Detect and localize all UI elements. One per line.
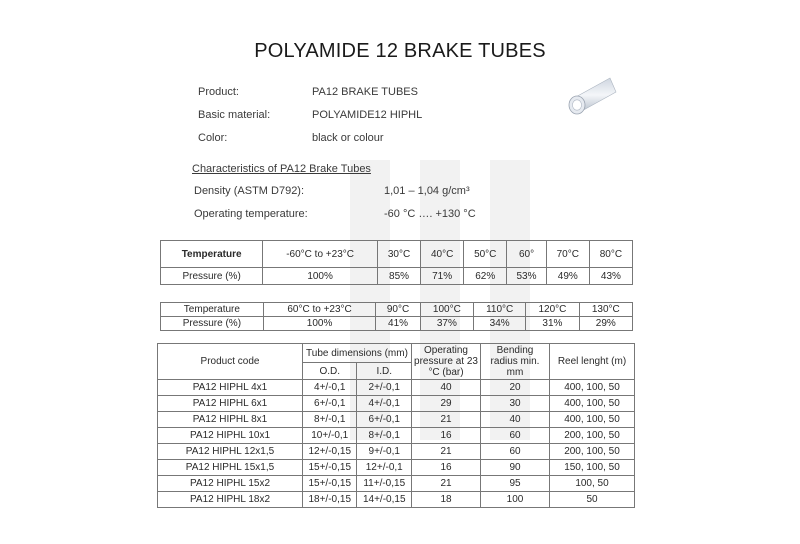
- header-operating-pressure: Operating pressure at 23 °C (bar): [412, 344, 481, 380]
- table-cell: 71%: [421, 268, 464, 285]
- table-cell: 8+/-0,1: [303, 412, 357, 428]
- table-cell: 16: [412, 460, 481, 476]
- header-od: O.D.: [303, 363, 357, 380]
- table-cell: 40°C: [421, 241, 464, 268]
- density-label: Density (ASTM D792):: [194, 185, 305, 197]
- table-cell: 9+/-0,1: [357, 444, 412, 460]
- table-cell: PA12 HIPHL 4x1: [158, 380, 303, 396]
- color-value: black or colour: [312, 132, 384, 144]
- table-row: [161, 241, 633, 268]
- table-cell: Temperature: [161, 303, 264, 317]
- table-cell: 2+/-0,1: [357, 380, 412, 396]
- table-cell: 60: [481, 444, 550, 460]
- table-cell: 100: [481, 492, 550, 508]
- table-cell: 100%: [263, 317, 376, 331]
- density-value: 1,01 – 1,04 g/cm³: [384, 185, 470, 197]
- table-cell: 4+/-0,1: [357, 396, 412, 412]
- table-cell: 15+/-0,15: [303, 476, 357, 492]
- table-cell: 43%: [589, 268, 632, 285]
- header-product-code: Product code: [158, 344, 303, 380]
- table-cell: 70°C: [546, 241, 589, 268]
- material-value: POLYAMIDE12 HIPHL: [312, 109, 423, 121]
- product-label: Product:: [198, 86, 239, 98]
- table-cell: 20: [481, 380, 550, 396]
- table-cell: 400, 100, 50: [550, 396, 635, 412]
- operating-temperature-label: Operating temperature:: [194, 208, 308, 220]
- table-cell: 400, 100, 50: [550, 412, 635, 428]
- table-cell: 110°C: [474, 303, 526, 317]
- table-cell: 49%: [546, 268, 589, 285]
- table-cell: 16: [412, 428, 481, 444]
- table-cell: PA12 HIPHL 12x1,5: [158, 444, 303, 460]
- table-cell: 60°: [507, 241, 546, 268]
- table-row: [158, 476, 635, 492]
- table-row: [158, 428, 635, 444]
- table-cell: 29: [412, 396, 481, 412]
- table-cell: 85%: [377, 268, 420, 285]
- temperature-pressure-table-1: [160, 240, 633, 285]
- table-cell: 200, 100, 50: [550, 444, 635, 460]
- table-cell: 100, 50: [550, 476, 635, 492]
- table-cell: 21: [412, 444, 481, 460]
- table-cell: 60°C to +23°C: [263, 303, 376, 317]
- table-cell: 50: [550, 492, 635, 508]
- table-cell: 130°C: [579, 303, 632, 317]
- table-cell: 95: [481, 476, 550, 492]
- table-cell: -60°C to +23°C: [263, 241, 378, 268]
- table-cell: 14+/-0,15: [357, 492, 412, 508]
- table-cell: 21: [412, 476, 481, 492]
- table-cell: PA12 HIPHL 10x1: [158, 428, 303, 444]
- table-cell: 120°C: [526, 303, 579, 317]
- table-cell: 53%: [507, 268, 546, 285]
- table-cell: 90°C: [376, 303, 420, 317]
- table-cell: 12+/-0,15: [303, 444, 357, 460]
- table-cell: 50°C: [464, 241, 507, 268]
- table-cell: PA12 HIPHL 18x2: [158, 492, 303, 508]
- characteristics-title: Characteristics of PA12 Brake Tubes: [192, 163, 371, 175]
- table-cell: 37%: [420, 317, 473, 331]
- tube-icon: [560, 72, 620, 122]
- table-cell: 8+/-0,1: [357, 428, 412, 444]
- table-cell: 100%: [263, 268, 378, 285]
- table-cell: 18+/-0,15: [303, 492, 357, 508]
- table-cell: 40: [412, 380, 481, 396]
- color-label: Color:: [198, 132, 228, 144]
- table-cell: 4+/-0,1: [303, 380, 357, 396]
- table-row: [161, 303, 633, 317]
- table-row: [158, 460, 635, 476]
- table-cell: 10+/-0,1: [303, 428, 357, 444]
- table-cell: 31%: [526, 317, 579, 331]
- table-cell: 150, 100, 50: [550, 460, 635, 476]
- temperature-pressure-table-2: [160, 302, 633, 331]
- table-cell: Temperature: [161, 241, 263, 268]
- table-cell: Pressure (%): [161, 317, 264, 331]
- table-cell: 400, 100, 50: [550, 380, 635, 396]
- table-cell: 30: [481, 396, 550, 412]
- table-cell: 29%: [579, 317, 632, 331]
- table-cell: 200, 100, 50: [550, 428, 635, 444]
- product-dimensions-table: [157, 343, 635, 508]
- table-cell: 15+/-0,15: [303, 460, 357, 476]
- table-cell: 6+/-0,1: [303, 396, 357, 412]
- table-cell: 80°C: [589, 241, 632, 268]
- table-cell: 60: [481, 428, 550, 444]
- table-cell: 34%: [474, 317, 526, 331]
- table-row: [158, 412, 635, 428]
- table-cell: 62%: [464, 268, 507, 285]
- table-row: [158, 492, 635, 508]
- table-row: [158, 380, 635, 396]
- table-cell: Pressure (%): [161, 268, 263, 285]
- table-cell: PA12 HIPHL 8x1: [158, 412, 303, 428]
- table-cell: 12+/-0,1: [357, 460, 412, 476]
- table-row: [158, 444, 635, 460]
- header-id: I.D.: [357, 363, 412, 380]
- document-title: POLYAMIDE 12 BRAKE TUBES: [254, 40, 546, 62]
- table-cell: PA12 HIPHL 15x1,5: [158, 460, 303, 476]
- table-cell: 11+/-0,15: [357, 476, 412, 492]
- operating-temperature-value: -60 °C …. +130 °C: [384, 208, 476, 220]
- table-cell: PA12 HIPHL 15x2: [158, 476, 303, 492]
- table-header-row: [158, 344, 635, 363]
- table-row: [161, 268, 633, 285]
- header-reel-length: Reel lenght (m): [550, 344, 635, 380]
- table-cell: 40: [481, 412, 550, 428]
- table-cell: 21: [412, 412, 481, 428]
- header-bending-radius: Bending radius min. mm: [481, 344, 550, 380]
- table-cell: 90: [481, 460, 550, 476]
- table-cell: PA12 HIPHL 6x1: [158, 396, 303, 412]
- table-cell: 100°C: [420, 303, 473, 317]
- table-cell: 30°C: [377, 241, 420, 268]
- table-row: [158, 396, 635, 412]
- table-row: [161, 317, 633, 331]
- table-cell: 18: [412, 492, 481, 508]
- table-cell: 41%: [376, 317, 420, 331]
- density-row: [194, 185, 470, 197]
- operating-temperature-row: [194, 208, 476, 220]
- material-label: Basic material:: [198, 109, 271, 121]
- table-cell: 6+/-0,1: [357, 412, 412, 428]
- header-tube-dimensions: Tube dimensions (mm): [303, 344, 412, 363]
- product-value: PA12 BRAKE TUBES: [312, 86, 418, 98]
